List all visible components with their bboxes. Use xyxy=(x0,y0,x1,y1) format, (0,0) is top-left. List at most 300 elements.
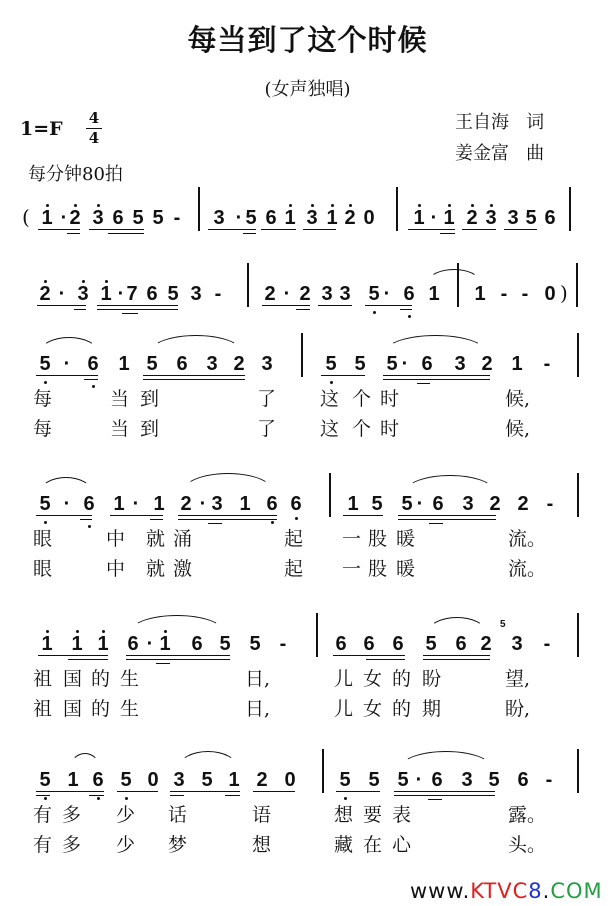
slur-arc xyxy=(400,751,492,768)
note: 3 xyxy=(173,769,185,791)
note: 6 xyxy=(403,283,415,305)
beam-underline xyxy=(262,305,310,306)
note: 1 xyxy=(41,633,53,655)
beam-underline xyxy=(336,791,380,792)
note: 3 xyxy=(92,207,104,229)
augmentation-dot: · xyxy=(235,207,243,229)
octave-up-dot xyxy=(97,204,100,207)
note: 5 xyxy=(249,633,261,655)
note: 0 xyxy=(147,769,159,791)
octave-down-dot xyxy=(97,797,100,800)
sustain-dash: - xyxy=(214,283,222,305)
lyric-syllable: 这 xyxy=(320,418,340,440)
lyric-syllable: 这 xyxy=(320,388,340,410)
beam-underline xyxy=(74,309,86,310)
slur-arc xyxy=(40,477,92,492)
beam-underline xyxy=(408,229,455,230)
note: 6 xyxy=(392,633,404,655)
augmentation-dot: · xyxy=(416,493,424,515)
barline xyxy=(247,263,249,307)
note: 6 xyxy=(83,493,95,515)
note: 5 xyxy=(39,353,51,375)
note: 5 xyxy=(386,353,398,375)
note: 2 xyxy=(481,353,493,375)
octave-up-dot xyxy=(82,280,85,283)
sustain-dash: - xyxy=(279,633,287,655)
beam-underline xyxy=(394,795,495,796)
note: 3 xyxy=(454,353,466,375)
barline xyxy=(577,473,579,517)
note: 0 xyxy=(544,283,556,305)
octave-up-dot xyxy=(349,204,352,207)
beam-underline xyxy=(143,375,245,376)
lyric-syllable: 候, xyxy=(505,388,531,410)
lyric-syllable: 盼 xyxy=(422,668,442,690)
note: 6 xyxy=(363,633,375,655)
barline xyxy=(329,473,331,517)
beam-underline xyxy=(225,795,240,796)
note: 5 xyxy=(397,769,409,791)
octave-up-dot xyxy=(289,204,292,207)
lyric-syllable: 就 xyxy=(146,528,166,550)
beam-underline xyxy=(36,795,50,796)
barline xyxy=(569,187,571,231)
note: 2 xyxy=(180,493,192,515)
lyric-syllable: 一 xyxy=(342,558,362,580)
lyric-syllable: 语 xyxy=(252,804,272,826)
note: 3 xyxy=(507,207,519,229)
note: 3 xyxy=(213,207,225,229)
lyric-syllable: 的 xyxy=(91,668,111,690)
lyric-syllable: 眼 xyxy=(33,528,53,550)
lyric-syllable: 生 xyxy=(120,668,140,690)
note: 5 xyxy=(245,207,257,229)
note: 6 xyxy=(146,283,158,305)
note: 5 xyxy=(152,207,164,229)
beam-underline xyxy=(170,795,184,796)
note: 1 xyxy=(511,353,523,375)
lyric-syllable: 起 xyxy=(284,558,304,580)
note: 5 xyxy=(39,493,51,515)
note: 6 xyxy=(290,493,302,515)
slur-arc xyxy=(428,269,480,282)
note: 5 xyxy=(488,769,500,791)
slur-arc xyxy=(428,617,486,632)
octave-down-dot xyxy=(92,385,95,388)
grace-note: 5 xyxy=(500,619,506,630)
lyric-syllable: 话 xyxy=(168,804,188,826)
watermark-part: www. xyxy=(410,879,471,903)
augmentation-dot: · xyxy=(283,283,291,305)
note: 3 xyxy=(462,493,474,515)
lyric-syllable: 盼, xyxy=(505,698,531,720)
note: 6 xyxy=(431,769,443,791)
lyric-syllable: 心 xyxy=(392,834,412,856)
note: 1 xyxy=(159,633,171,655)
beam-underline xyxy=(37,305,86,306)
watermark-part: KTV xyxy=(470,879,513,903)
beam-underline xyxy=(394,791,495,792)
lyric-syllable: 当 xyxy=(110,388,130,410)
beam-underline xyxy=(400,309,412,310)
note: 2 xyxy=(480,633,492,655)
beam-underline xyxy=(38,229,80,230)
note: 1 xyxy=(118,353,130,375)
note: 2 xyxy=(233,353,245,375)
beam-underline xyxy=(143,379,245,380)
note: 6 xyxy=(544,207,556,229)
note: 6 xyxy=(517,769,529,791)
note: 1 xyxy=(228,769,240,791)
note: 0 xyxy=(284,769,296,791)
beam-underline xyxy=(68,659,108,660)
note: 3 xyxy=(306,207,318,229)
beam-underline xyxy=(178,519,277,520)
beam-underline xyxy=(97,309,178,310)
beam-underline xyxy=(156,663,170,664)
augmentation-dot: · xyxy=(63,353,71,375)
note: 2 xyxy=(69,207,81,229)
note: 6 xyxy=(87,353,99,375)
lyric-syllable: 当 xyxy=(110,418,130,440)
beam-underline xyxy=(423,655,490,656)
octave-up-dot xyxy=(331,204,334,207)
lyric-syllable: 祖 xyxy=(33,668,53,690)
note: 3 xyxy=(485,207,497,229)
note: 1 xyxy=(239,493,251,515)
note: 1 xyxy=(413,207,425,229)
beam-underline xyxy=(36,375,98,376)
lyric-syllable: 中 xyxy=(106,528,126,550)
note: 1 xyxy=(100,283,112,305)
beam-underline xyxy=(208,229,256,230)
slur-arc xyxy=(70,753,100,768)
note: 3 xyxy=(511,633,523,655)
sustain-dash: - xyxy=(521,283,529,305)
beam-underline xyxy=(383,375,490,376)
octave-up-dot xyxy=(471,204,474,207)
open-parenthesis: ( xyxy=(22,205,30,229)
beam-underline xyxy=(36,515,92,516)
note: 1 xyxy=(67,769,79,791)
beam-underline xyxy=(126,655,230,656)
note: 1 xyxy=(326,207,338,229)
lyric-syllable: 的 xyxy=(91,698,111,720)
note: 5 xyxy=(132,207,144,229)
lyric-syllable: 暖 xyxy=(396,558,416,580)
beam-underline xyxy=(504,229,537,230)
note: 6 xyxy=(127,633,139,655)
note: 3 xyxy=(461,769,473,791)
lyric-syllable: 期 xyxy=(422,698,442,720)
note: 2 xyxy=(489,493,501,515)
octave-up-dot xyxy=(46,630,49,633)
beam-underline xyxy=(366,659,405,660)
beam-underline xyxy=(170,791,240,792)
augmentation-dot: · xyxy=(199,493,207,515)
barline xyxy=(577,333,579,377)
note: 6 xyxy=(92,769,104,791)
beam-underline xyxy=(343,515,383,516)
sustain-dash: - xyxy=(543,353,551,375)
beam-underline xyxy=(417,383,430,384)
note: 3 xyxy=(261,353,273,375)
watermark-part: . xyxy=(542,879,551,903)
octave-up-dot xyxy=(102,630,105,633)
augmentation-dot: · xyxy=(58,283,66,305)
lyric-syllable: 日, xyxy=(245,698,271,720)
note: 3 xyxy=(206,353,218,375)
note: 5 xyxy=(39,769,51,791)
lyric-syllable: 国 xyxy=(63,668,83,690)
note: 5 xyxy=(339,769,351,791)
note: 2 xyxy=(344,207,356,229)
augmentation-dot: · xyxy=(430,207,438,229)
note: 1 xyxy=(347,493,359,515)
watermark-part: C xyxy=(512,879,529,903)
lyric-syllable: 激 xyxy=(173,558,193,580)
beam-underline xyxy=(429,523,443,524)
note: 3 xyxy=(190,283,202,305)
lyric-syllable: 梦 xyxy=(168,834,188,856)
barline xyxy=(316,613,318,657)
lyric-syllable: 时 xyxy=(380,418,400,440)
note: 5 xyxy=(325,353,337,375)
note: 1 xyxy=(428,283,440,305)
octave-up-dot xyxy=(46,204,49,207)
note: 5 xyxy=(525,207,537,229)
augmentation-dot: · xyxy=(146,633,154,655)
lyric-syllable: 一 xyxy=(342,528,362,550)
note: 2 xyxy=(299,283,311,305)
note: 6 xyxy=(432,493,444,515)
octave-down-dot xyxy=(88,525,91,528)
note: 1 xyxy=(284,207,296,229)
beam-underline xyxy=(126,659,230,660)
time-signature xyxy=(86,110,102,147)
beam-underline xyxy=(89,795,104,796)
lyric-syllable: 中 xyxy=(106,558,126,580)
beam-underline xyxy=(398,515,496,516)
sustain-dash: - xyxy=(546,493,554,515)
beam-underline xyxy=(110,515,163,516)
slur-arc xyxy=(178,751,238,768)
lyric-syllable: 涌 xyxy=(173,528,193,550)
lyric-syllable: 眼 xyxy=(33,558,53,580)
lyric-syllable: 国 xyxy=(63,698,83,720)
octave-up-dot xyxy=(74,204,77,207)
note: 5 xyxy=(368,769,380,791)
lyric-syllable: 要 xyxy=(363,804,383,826)
octave-down-dot xyxy=(295,517,298,520)
lyric-syllable: 祖 xyxy=(33,698,53,720)
lyric-syllable: 多 xyxy=(62,804,82,826)
slur-arc xyxy=(40,337,98,352)
sustain-dash: - xyxy=(545,769,553,791)
beam-underline xyxy=(67,233,80,234)
augmentation-dot: · xyxy=(117,283,125,305)
lyric-syllable: 多 xyxy=(62,834,82,856)
lyric-syllable: 露。 xyxy=(508,804,547,826)
barline xyxy=(198,187,200,231)
beam-underline xyxy=(97,305,178,306)
lyric-syllable: 想 xyxy=(334,804,354,826)
beam-underline xyxy=(208,523,222,524)
lyric-syllable: 每 xyxy=(33,388,53,410)
lyric-syllable: 的 xyxy=(392,668,412,690)
lyric-syllable: 少 xyxy=(116,804,136,826)
note: 5 xyxy=(219,633,231,655)
augmentation-dot: · xyxy=(63,493,71,515)
barline xyxy=(577,749,579,793)
time-signature-bottom: 4 xyxy=(88,129,100,147)
lyric-syllable: 儿 xyxy=(334,668,354,690)
barline xyxy=(576,263,578,307)
lyric-syllable: 每 xyxy=(33,418,53,440)
octave-down-dot xyxy=(373,311,376,314)
lyric-syllable: 了 xyxy=(257,388,277,410)
watermark-part: 8 xyxy=(528,879,543,903)
lyric-syllable: 藏 xyxy=(334,834,354,856)
lyric-syllable: 在 xyxy=(363,834,383,856)
note: 1 xyxy=(474,283,486,305)
lyric-syllable: 望, xyxy=(505,668,531,690)
beam-underline xyxy=(462,229,496,230)
beam-underline xyxy=(321,375,365,376)
slur-arc xyxy=(150,335,242,352)
performance-type: (女声独唱) xyxy=(264,79,351,100)
lyric-syllable: 了 xyxy=(257,418,277,440)
octave-up-dot xyxy=(76,630,79,633)
beam-underline xyxy=(398,519,496,520)
beam-underline xyxy=(365,305,412,306)
barline xyxy=(577,613,579,657)
close-parenthesis: ) xyxy=(560,281,568,305)
note: 0 xyxy=(363,207,375,229)
note: 1 xyxy=(41,207,53,229)
watermark-part: COM xyxy=(550,879,603,903)
barline xyxy=(322,749,324,793)
augmentation-dot: · xyxy=(401,353,409,375)
lyric-syllable: 股 xyxy=(368,528,388,550)
lyric-syllable: 到 xyxy=(140,418,160,440)
octave-up-dot xyxy=(448,204,451,207)
beam-underline xyxy=(108,233,144,234)
slur-arc xyxy=(182,473,274,492)
beam-underline xyxy=(440,233,455,234)
note: 2 xyxy=(39,283,51,305)
lyric-syllable: 股 xyxy=(368,558,388,580)
lyric-syllable: 想 xyxy=(252,834,272,856)
beam-underline xyxy=(303,229,336,230)
note: 5 xyxy=(354,353,366,375)
barline xyxy=(301,333,303,377)
lyric-syllable: 表 xyxy=(392,804,412,826)
beam-underline xyxy=(117,791,158,792)
beam-underline xyxy=(261,229,296,230)
watermark xyxy=(410,879,603,903)
lyric-syllable: 起 xyxy=(284,528,304,550)
beam-underline xyxy=(383,379,490,380)
note: 3 xyxy=(211,493,223,515)
beam-underline xyxy=(253,791,295,792)
tempo-marking: 每分钟80拍 xyxy=(28,164,123,185)
sustain-dash: - xyxy=(173,207,181,229)
note: 6 xyxy=(176,353,188,375)
song-title: 每当到了这个时候 xyxy=(187,23,428,57)
note: 1 xyxy=(153,493,165,515)
note: 5 xyxy=(201,769,213,791)
lyric-syllable: 个 xyxy=(352,418,372,440)
beam-underline xyxy=(122,313,138,314)
lyric-syllable: 有 xyxy=(33,834,53,856)
note: 5 xyxy=(167,283,179,305)
slur-arc xyxy=(385,335,486,352)
lyric-syllable: 就 xyxy=(146,558,166,580)
octave-up-dot xyxy=(105,280,108,283)
barline xyxy=(396,187,398,231)
beam-underline xyxy=(243,233,256,234)
beam-underline xyxy=(38,655,108,656)
note: 3 xyxy=(77,283,89,305)
lyric-syllable: 流。 xyxy=(508,558,547,580)
lyric-syllable: 时 xyxy=(380,388,400,410)
note: 2 xyxy=(517,493,529,515)
lyric-syllable: 少 xyxy=(116,834,136,856)
note: 6 xyxy=(265,207,277,229)
lyric-syllable: 儿 xyxy=(334,698,354,720)
beam-underline xyxy=(318,305,352,306)
note: 5 xyxy=(120,769,132,791)
note: 7 xyxy=(126,283,138,305)
beam-underline xyxy=(333,655,405,656)
note: 5 xyxy=(146,353,158,375)
augmentation-dot: · xyxy=(383,283,391,305)
beam-underline xyxy=(89,229,144,230)
beam-underline xyxy=(296,309,310,310)
note: 1 xyxy=(443,207,455,229)
lyricist-credit: 王自海 词 xyxy=(455,112,545,133)
note: 6 xyxy=(335,633,347,655)
beam-underline xyxy=(423,659,490,660)
composer-credit: 姜金富 曲 xyxy=(455,143,545,164)
lyric-syllable: 头。 xyxy=(508,834,547,856)
note: 3 xyxy=(339,283,351,305)
slur-arc xyxy=(405,475,495,492)
beam-underline xyxy=(178,515,277,516)
augmentation-dot: · xyxy=(60,207,68,229)
note: 6 xyxy=(421,353,433,375)
note: 6 xyxy=(266,493,278,515)
lyric-syllable: 候, xyxy=(505,418,531,440)
lyric-syllable: 到 xyxy=(140,388,160,410)
octave-up-dot xyxy=(490,204,493,207)
augmentation-dot: · xyxy=(132,493,140,515)
lyric-syllable: 日, xyxy=(245,668,271,690)
note: 6 xyxy=(112,207,124,229)
beam-underline xyxy=(150,519,163,520)
lyric-syllable: 个 xyxy=(352,388,372,410)
octave-up-dot xyxy=(44,280,47,283)
lyric-syllable: 有 xyxy=(33,804,53,826)
beam-underline xyxy=(36,791,104,792)
sustain-dash: - xyxy=(500,283,508,305)
note: 2 xyxy=(264,283,276,305)
octave-up-dot xyxy=(418,204,421,207)
note: 5 xyxy=(368,283,380,305)
note: 5 xyxy=(371,493,383,515)
note: 5 xyxy=(401,493,413,515)
